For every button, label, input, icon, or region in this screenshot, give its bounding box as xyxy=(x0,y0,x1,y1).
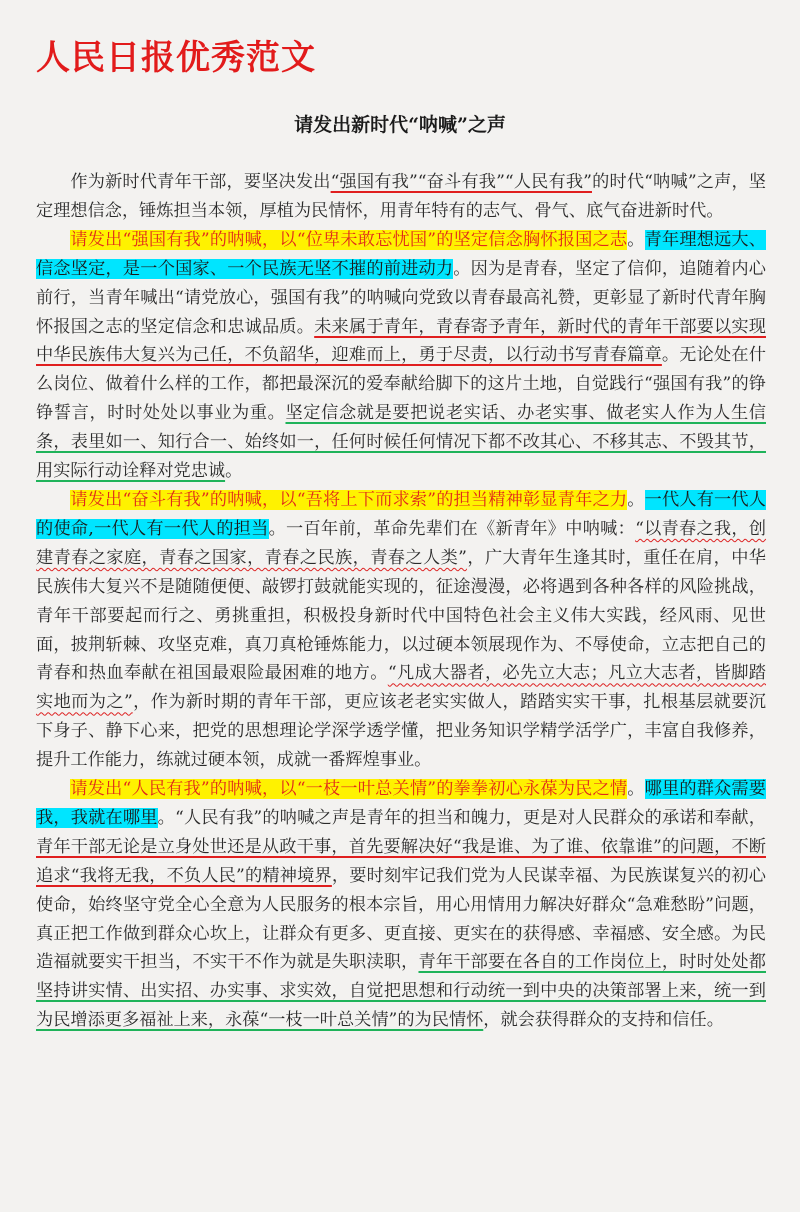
text-segment-plain-text: 作为新时代青年干部，要坚决发出 xyxy=(70,172,331,192)
text-segment-yellow-highlight: 请发出“强国有我”的呐喊，以“位卑未敢忘忧国”的坚定信念胸怀报国之志 xyxy=(70,229,628,250)
text-segment-plain-text: ，要时刻牢记我们党为人民谋幸福、为民族谋复兴的初心使命，始终坚守党全心全意为人民服务的根本宗旨，用心用情用力解决好群众“急难愁盼”问题，真正把工作做到群众心坎上，让群众有更多、更直接、更实在的获得感、幸福感、安全感。为民造福就要实干担当，不实干不作为就是失职渎职， xyxy=(36,865,766,973)
article-title: 请发出新时代“呐喊”之声 xyxy=(294,114,506,136)
text-segment-yellow-highlight: 请发出“奋斗有我”的呐喊，以“吾将上下而求索”的担当精神彰显青年之力 xyxy=(70,489,628,510)
text-segment-plain-text: 。一百年前，革命先辈们在《新青年》中呐喊： xyxy=(268,518,636,539)
text-segment-plain-text: 。“人民有我”的呐喊之声是青年的担当和魄力，更是对人民群众的承诺和奉献， xyxy=(157,807,766,828)
text-segment-wavy-underline: “以青春之我，创建青春之家庭，青春之国家，青春之民族，青春之人类” xyxy=(36,518,767,568)
text-segment-wavy-underline: “凡成大器者，必先立大志；凡立大志者，皆脚踏实地而为之” xyxy=(36,663,766,713)
text-segment-green-underline: 坚定信念就是要把说老实话、办老实事、做老实人作为人生信条，表里如一、知行合一、始终如一，任何时候任何情况下都不改其心、不移其志、不毁其节，用实际行动诠释对党忠诚 xyxy=(36,403,766,482)
paragraph-struggle xyxy=(36,486,766,775)
text-segment-plain-text: ，广大青年生逢其时，重任在肩，中华民族伟大复兴不是随随便便、敲锣打鼓就能实现的，征途漫漫，必将遇到各种各样的风险挑战，青年干部要起而行之、勇挑重担，积极投身新时代中国特色社会主义伟大实践，经风雨、见世面，披荆斩棘、攻坚克难，真刀真枪锤炼能力，以过硬本领展现作为、不辱使命，立志把自己的青春和热血奉献在祖国最艰险最困难的地方。 xyxy=(36,547,766,684)
paragraph-strong-nation xyxy=(36,226,766,486)
text-segment-yellow-highlight: 请发出“人民有我”的呐喊，以“一枝一叶总关情”的拳拳初心永葆为民之情 xyxy=(70,779,628,800)
text-segment-plain-text: 。因为是青春，坚定了信仰，追随着内心前行，当青年喊出“请党放心，强国有我”的呐喊向党致以青春最高礼赞，更彰显了新时代青年胸怀报国之志的坚定信念和忠诚品质。 xyxy=(36,258,766,337)
text-segment-plain-text: ，就会获得群众的支持和信任。 xyxy=(483,1010,724,1031)
text-segment-cyan-highlight: 青年理想远大、信念坚定，是一个国家、一个民族无坚不摧的前进动力 xyxy=(36,229,766,279)
brand-heading: 人民日报优秀范文 xyxy=(36,38,316,78)
text-segment-red-underline: 青年干部无论是立身处世还是从政干事，首先要解决好“我是谁、为了谁、依靠谁”的问题，不断追求“我将无我，不负人民”的精神境界 xyxy=(36,836,766,886)
paragraph-intro xyxy=(36,168,766,226)
text-segment-plain-text: 。 xyxy=(225,461,243,482)
text-segment-plain-text: 。 xyxy=(627,229,645,250)
text-segment-cyan-highlight: 一代人有一代人的使命,一代人有一代人的担当 xyxy=(36,489,766,539)
text-segment-plain-text: 。无论处在什么岗位、做着什么样的工作，都把最深沉的爱奉献给脚下的这片土地，自觉践行“强国有我”的铮铮誓言，时时处处以事业为重。 xyxy=(36,345,766,424)
paragraph-people xyxy=(36,775,766,1035)
text-segment-plain-text: 。 xyxy=(627,489,645,510)
text-segment-plain-text: 的时代“呐喊”之声，坚定理想信念，锤炼担当本领，厚植为民情怀，用青年特有的志气、骨气、底气奋进新时代。 xyxy=(36,172,766,221)
text-segment-plain-text: 。 xyxy=(627,779,645,800)
text-segment-red-underline: “强国有我”“奋斗有我”“人民有我” xyxy=(330,172,592,192)
text-segment-cyan-highlight: 哪里的群众需要我，我就在哪里 xyxy=(36,779,766,828)
text-segment-green-underline: 青年干部要在各自的工作岗位上，时时处处都坚持讲实情、出实招、办实事、求实效，自觉把思想和行动统一到中央的决策部署上来，统一到为民增添更多福祉上来，永葆“一枝一叶总关情”的为民情怀 xyxy=(36,952,766,1031)
text-segment-plain-text: ，作为新时期的青年干部，更应该老老实实做人，踏踏实实干事，扎根基层就要沉下身子、静下心来，把党的思想理论学深学透学懂，把业务知识学精学活学广，丰富自我修养，提升工作能力，练就过硬本领，成就一番辉煌事业。 xyxy=(36,692,766,771)
text-segment-red-underline: 未来属于青年，青春寄予青年，新时代的青年干部要以实现中华民族伟大复兴为己任，不负韶华，迎难而上，勇于尽责，以行动书写青春篇章 xyxy=(36,316,766,366)
article-body xyxy=(36,168,766,1035)
